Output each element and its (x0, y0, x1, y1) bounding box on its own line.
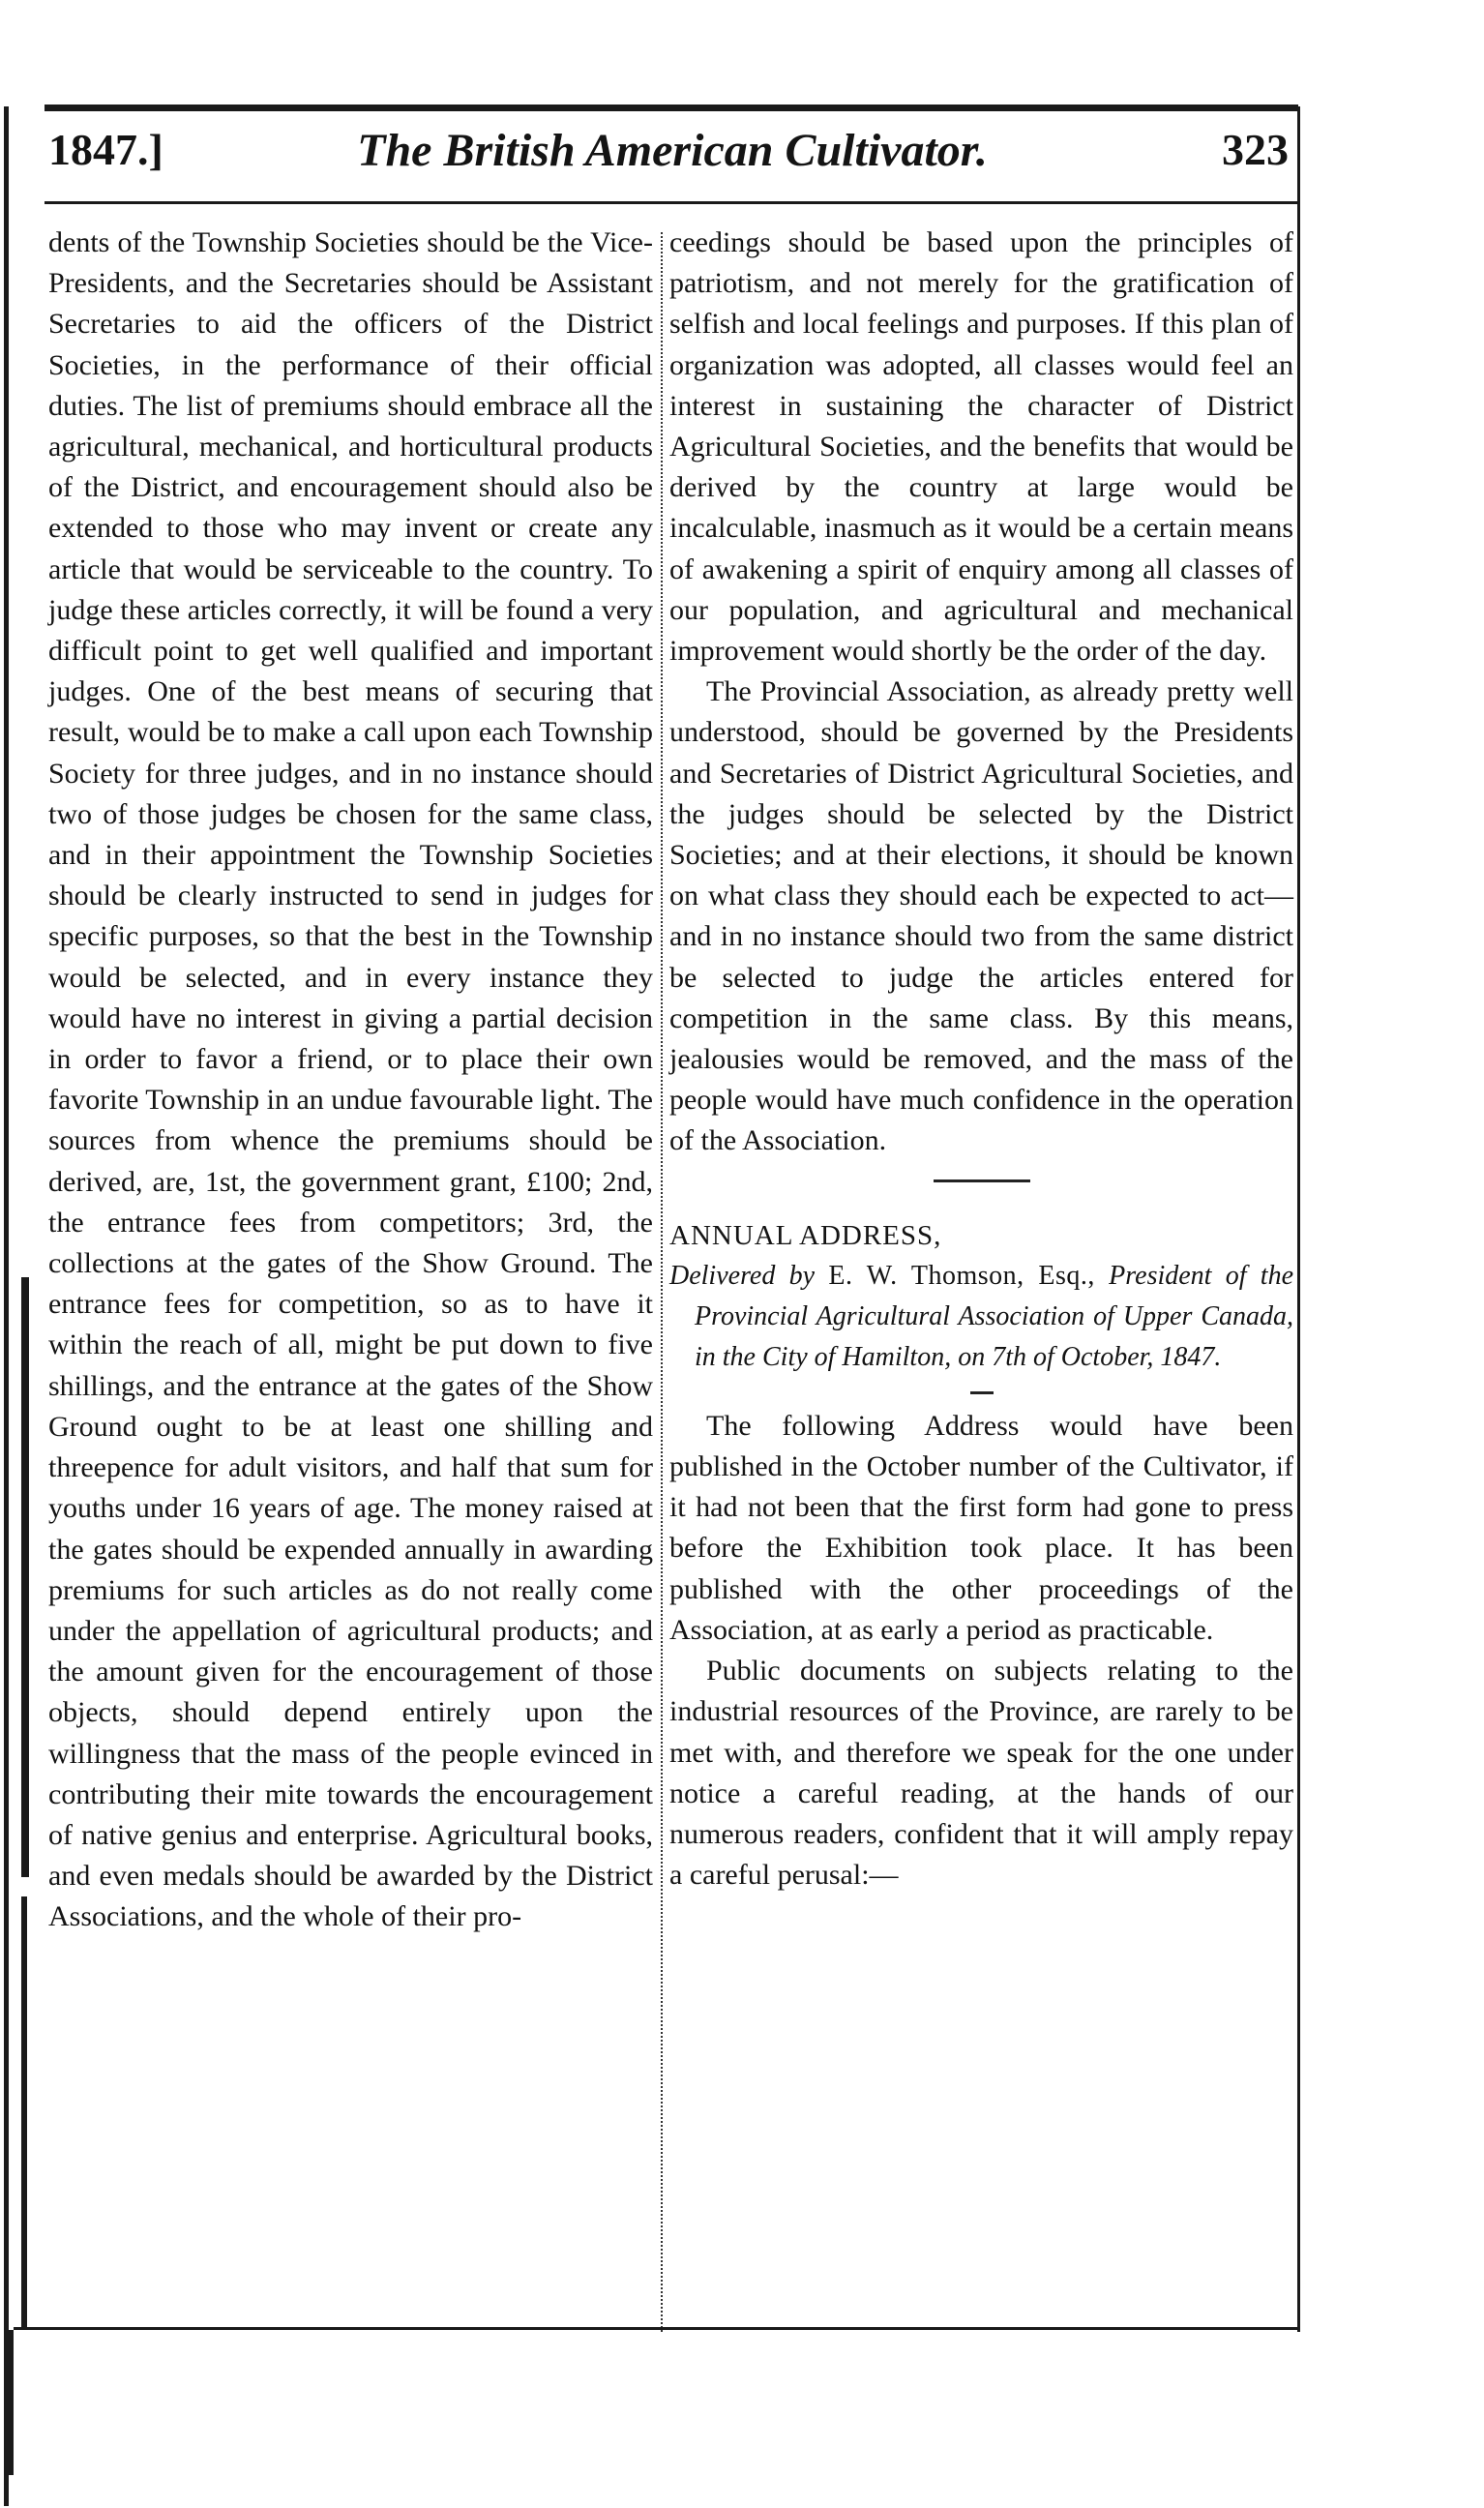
body-paragraph: Public documents on subjects relating to the industrial resources of the Province, are rarely to be met with, and therefore we speak for the one under notice a careful reading, at the hands of our numerous readers, confident that it will amply repay a careful perusal:— (669, 1655, 1293, 1892)
left-column (48, 223, 653, 1938)
publication-title: The British American Cultivator. (357, 125, 988, 176)
byline-name: E. W. Thomson, Esq., (828, 1260, 1095, 1291)
body-paragraph: dents of the Township Societies should be the Vice-Presidents, and the Secretaries should be Assistant Secretaries to aid the officers of the District Societies, in the performance of their official duties. The list of premiums should embrace all the agricultural, mechanical, and horticultural products of the District, and encouragement should also be extended to those who may invent or create any article that would be serviceable to the country. To judge these articles correctly, it will be found a very difficult point to get well qualified and important judges. One of the best means of securing that result, would be to make a call upon each Township Society for three judges, and in no instance should two of those judges be chosen for the same class, and in their appointment the Township Societies should be clearly instructed to send in judges for specific purposes, so that the best in the Township would be selected, and in every instance they would have no interest in giving a partial decision in order to favor a friend, or to place their own favorite Township in an undue favourable light. The sources from whence the premiums should be derived, are, 1st, the government grant, £100; 2nd, the entrance fees from competitors; 3rd, the collections at the gates of the Show Ground. The entrance fees for competition, so as to have it within the reach of all, might be put down to five shillings, and the entrance at the gates of the Show Ground ought to be at least one shilling and threepence for adult visitors, and half that sum for youths under 16 years of age. The money raised at the gates should be expended annually in awarding premiums for such articles as do not really come under the appellation of agricultural products; and the amount given for the encouragement of those objects, should depend entirely upon the willingness that the mass of the people evinced in contributing their mite towards the encouragement of native genius and enterprise. Agricultural books, and even medals should be awarded by the District Associations, and the whole of their pro- (48, 226, 653, 1933)
top-rule (45, 104, 1298, 111)
column-divider (661, 232, 663, 2332)
byline-prefix: Delivered by (669, 1260, 829, 1291)
body-paragraph: ceedings should be based upon the principles of patriotism, and not merely for the gratification of selfish and local feelings and purposes. If this plan of organization was adopted, all classes would feel an interest in sustaining the character of District Agricultural Societies, and the benefits that would be derived by the country at large would be incalculable, inasmuch as it would be a certain means of awakening a spirit of enquiry among all classes of our population, and agricultural and mechanical improvement would shortly be the order of the day. (669, 226, 1293, 668)
body-paragraph: The following Address would have been published in the October number of the Cultivator, if it had not been that the first form had gone to press before the Exhibition took place. It has been published with the other proceedings of the Association, at as early a period as practicable. (669, 1409, 1293, 1646)
header-rule (45, 201, 1298, 204)
scan-margin-mark (21, 1896, 27, 2327)
right-column (669, 223, 1293, 1896)
short-separator (970, 1391, 994, 1394)
byline-rest: President of the Provincial Agricultural Association of Upper Canada, in the City of Hamilton, on 7th of October, 1847. (695, 1260, 1293, 1372)
address-byline (669, 1256, 1293, 1378)
scan-margin-mark (8, 2330, 14, 2475)
body-paragraph: The Provincial Association, as already pretty well understood, should be governed by the Presidents and Secretaries of District Agricultural Societies, and the judges should be selected by the District Societies; and at their elections, it should be known on what class they should each be expected to act—and in no instance should two from the same district be selected to judge the articles entered for competition in the same class. By this means, jealousies would be removed, and the mass of the people would have much confidence in the operation of the Association. (669, 675, 1293, 1157)
section-separator (934, 1179, 1030, 1182)
left-binding-edge (4, 106, 9, 2506)
section-heading: ANNUAL ADDRESS, (669, 1219, 942, 1251)
scan-margin-mark (21, 1277, 29, 1877)
header-year: 1847.] (48, 125, 163, 174)
right-border-rule (1297, 106, 1300, 2332)
bottom-rule (14, 2327, 1298, 2330)
page-number: 323 (1222, 125, 1289, 174)
page-header (48, 124, 1296, 192)
